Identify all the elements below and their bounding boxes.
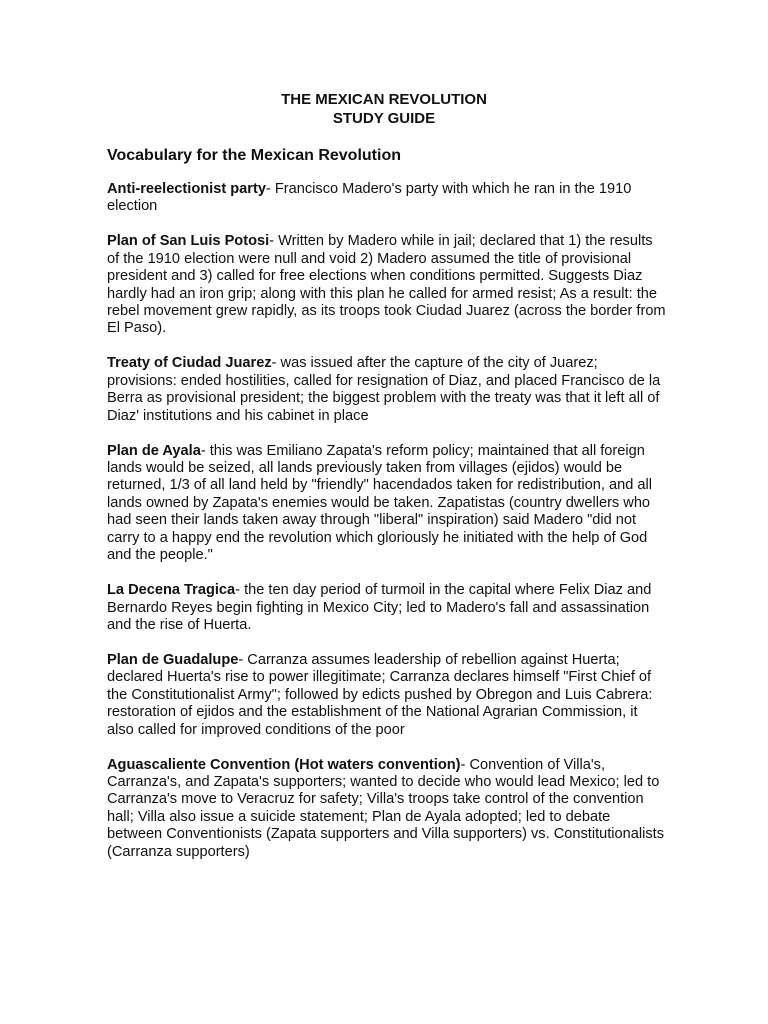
section-heading: Vocabulary for the Mexican Revolution xyxy=(107,147,401,164)
vocabulary-entry xyxy=(107,355,667,425)
title-line-1: THE MEXICAN REVOLUTION xyxy=(281,91,487,108)
vocabulary-definition: - was issued after the capture of the city of Juarez; provisions: ended hostilities, called for resignation of Diaz, and placed Francisco de la Berra as provisional president; the biggest problem with the treaty was that it left all of Diaz' institutions and his cabinet in place xyxy=(107,355,661,424)
vocabulary-term: Treaty of Ciudad Juarez xyxy=(107,355,272,372)
vocabulary-definition: - this was Emiliano Zapata's reform policy; maintained that all foreign lands would be seized, all lands previously taken from villages (ejidos) would be returned, 1/3 of all land held by "friendly" hacendados taken for redistribution, and all lands owned by Zapata's enemies would be taken. Zapatistas (country dwellers who had seen their lands taken away through "liberal" inspiration) said Madero "did not carry to a happy end the revolution which gloriously he initiated with the help of God and the people." xyxy=(107,442,652,564)
title-line-2: STUDY GUIDE xyxy=(332,110,436,127)
vocabulary-definition: - Francisco Madero's party with which he ran in the 1910 election xyxy=(107,181,632,215)
vocabulary-entry xyxy=(107,443,667,565)
vocabulary-definition: - the ten day period of turmoil in the capital where Felix Diaz and Bernardo Reyes begin fighting in Mexico City; led to Madero's fall and assassination and the rise of Huerta. xyxy=(107,582,652,633)
vocabulary-entry xyxy=(107,181,667,216)
vocabulary-term: Plan de Ayala xyxy=(107,442,201,459)
vocabulary-term: Anti-reelectionist party xyxy=(107,181,266,197)
vocabulary-term: Plan of San Luis Potosi xyxy=(107,233,270,250)
vocabulary-term: Plan de Guadalupe xyxy=(107,651,239,668)
vocabulary-definition: - Written by Madero while in jail; declared that 1) the results of the 1910 election were null and void 2) Madero assumed the title of provisional president and 3) called for free elections when conditions permitted. Suggests Diaz hardly had an iron grip; along with this plan he called for armed resist; As a result: the rebel movement grew rapidly, as its troops took Ciudad Juarez (across the border from El Paso). xyxy=(107,233,666,337)
vocabulary-entry xyxy=(107,233,667,337)
document-title xyxy=(0,90,768,128)
vocabulary-definition: - Carranza assumes leadership of rebellion against Huerta; declared Huerta's rise to power illegitimate; Carranza declares himself "First Chief of the Constitutionalist Army"; followed by edicts pushed by Obregon and Luis Cabrera: restoration of ejidos and the establishment of the National Agrarian Commission, it also called for improved conditions of the poor xyxy=(107,651,653,738)
vocabulary-entry xyxy=(107,757,667,861)
vocabulary-entry xyxy=(107,582,667,634)
vocabulary-definition: - Convention of Villa's, Carranza's, and Zapata's supporters; wanted to decide who would lead Mexico; led to Carranza's move to Veracruz for safety; Villa's troops take control of the convention hall; Villa also issue a suicide statement; Plan de Ayala adopted; led to debate between Conventionists (Zapata supporters and Villa supporters) vs. Constitutionalists (Carranza supporters) xyxy=(107,756,665,860)
vocabulary-term: Aguascaliente Convention (Hot waters convention) xyxy=(107,756,461,773)
vocabulary-entry xyxy=(107,652,667,739)
vocabulary-term: La Decena Tragica xyxy=(107,582,236,599)
vocabulary-list xyxy=(107,181,667,879)
